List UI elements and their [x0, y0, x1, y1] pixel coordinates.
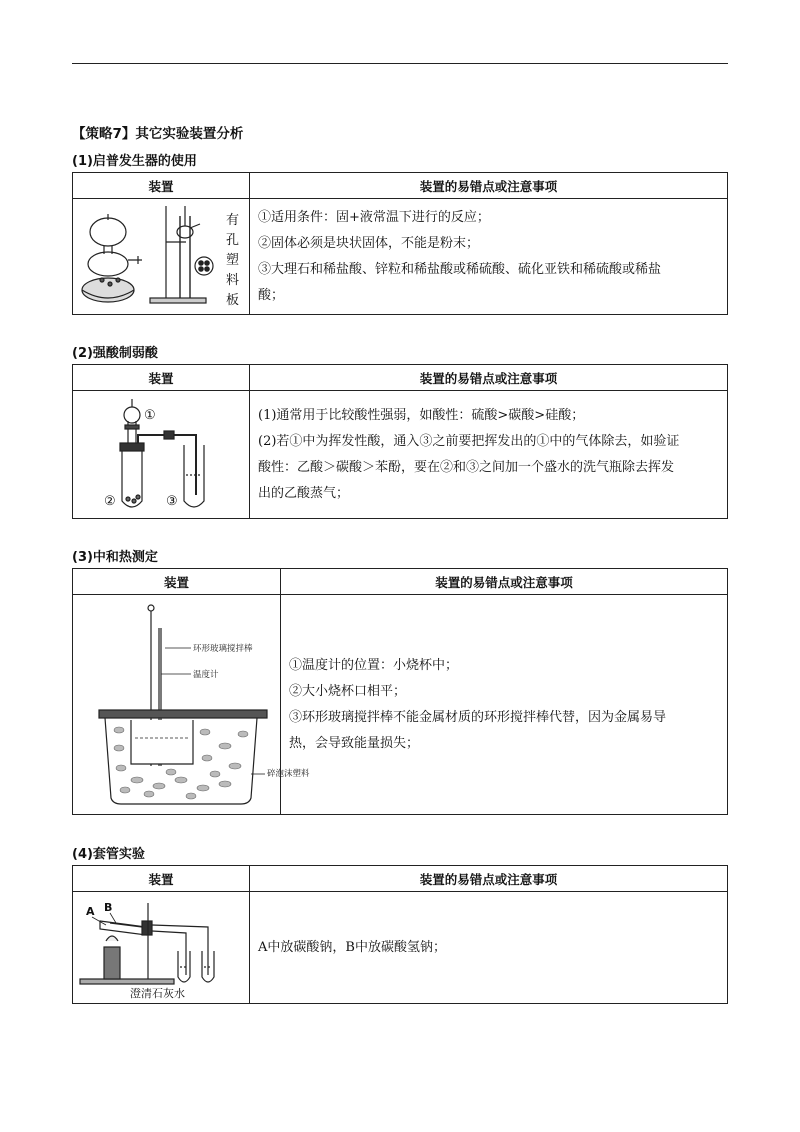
device-col-header: 装置	[73, 365, 250, 391]
acid-label-3: ③	[166, 493, 178, 509]
tube-label-limewater: 澄清石灰水	[130, 986, 185, 1000]
acid-note-2: (2)若①中为挥发性酸，通入③之前要把挥发出的①中的气体除去，如验证	[258, 433, 680, 449]
label-stirrer: 环形玻璃搅拌棒	[192, 643, 253, 654]
kipp-note-3: ③大理石和稀盐酸、锌粒和稀盐酸或稀硫酸、硫化亚铁和稀硫酸或稀盐	[258, 261, 662, 277]
kipp-figure-cell	[73, 199, 250, 315]
neutralization-note-1: ①温度计的位置：小烧杯中；	[289, 657, 459, 673]
neutralization-heat-figure	[75, 598, 310, 812]
device-col-header: 装置	[73, 173, 250, 199]
table-neutralization	[72, 568, 728, 815]
neutralization-note-2: ②大小烧杯口相平；	[289, 683, 407, 699]
acid-notes	[250, 391, 728, 519]
table-acid	[72, 364, 728, 519]
device-col-header: 装置	[73, 866, 250, 892]
neutralization-note-4: 热，会导致能量损失；	[289, 735, 420, 751]
tube-figure-cell	[73, 892, 250, 1004]
acid-label-2: ②	[104, 493, 116, 509]
tube-note-1: A中放碳酸钠，B中放碳酸氢钠；	[258, 939, 446, 955]
notes-col-header: 装置的易错点或注意事项	[250, 866, 728, 892]
kipp-label-1: 有	[226, 212, 240, 228]
tube-in-tube-figure	[76, 895, 246, 1001]
acid-note-3: 酸性：乙酸＞碳酸＞苯酚，要在②和③之间加一个盛水的洗气瓶除去挥发	[258, 459, 675, 475]
acid-figure-cell	[73, 391, 250, 519]
section-heading-acid: (2)强酸制弱酸	[72, 346, 158, 361]
notes-col-header: 装置的易错点或注意事项	[250, 365, 728, 391]
neutralization-notes	[281, 595, 728, 815]
acid-label-1: ①	[144, 407, 156, 423]
tube-label-b: B	[104, 900, 113, 914]
kipp-label-5: 板	[226, 292, 240, 308]
label-foam: 碎泡沫塑料	[266, 768, 310, 779]
tube-label-a: A	[86, 904, 95, 918]
neutralization-note-3: ③环形玻璃搅拌棒不能金属材质的环形搅拌棒代替，因为金属易导	[289, 709, 667, 725]
kipp-notes	[250, 199, 728, 315]
device-col-header: 装置	[73, 569, 281, 595]
kipp-label-3: 塑	[226, 252, 240, 268]
label-thermometer: 温度计	[192, 669, 219, 680]
kipp-label-4: 料	[226, 272, 240, 288]
kipp-generator-figure	[76, 202, 246, 312]
section-heading-tube-in-tube: (4)套管实验	[72, 847, 145, 862]
kipp-note-2: ②固体必须是块状固体，不能是粉末；	[258, 235, 480, 251]
kipp-note-1: ①适用条件：固+液常温下进行的反应；	[258, 209, 490, 225]
header-rule	[72, 63, 728, 64]
notes-col-header: 装置的易错点或注意事项	[281, 569, 728, 595]
notes-col-header: 装置的易错点或注意事项	[250, 173, 728, 199]
acid-note-4: 出的乙酸蒸气；	[258, 485, 350, 501]
section-heading-kipp: (1)启普发生器的使用	[72, 154, 197, 169]
acid-note-1: (1)通常用于比较酸性强弱，如酸性：硫酸>碳酸>硅酸；	[258, 407, 585, 423]
section-heading-neutralization: (3)中和热测定	[72, 550, 158, 565]
kipp-note-4: 酸；	[258, 287, 285, 303]
tube-notes	[250, 892, 728, 1004]
table-tube-in-tube	[72, 865, 728, 1004]
neutralization-figure-cell	[73, 595, 310, 815]
page-title: 【策略7】其它实验装置分析	[72, 126, 244, 142]
table-kipp	[72, 172, 728, 315]
kipp-label-2: 孔	[226, 232, 240, 248]
strong-weak-acid-figure	[76, 395, 246, 515]
